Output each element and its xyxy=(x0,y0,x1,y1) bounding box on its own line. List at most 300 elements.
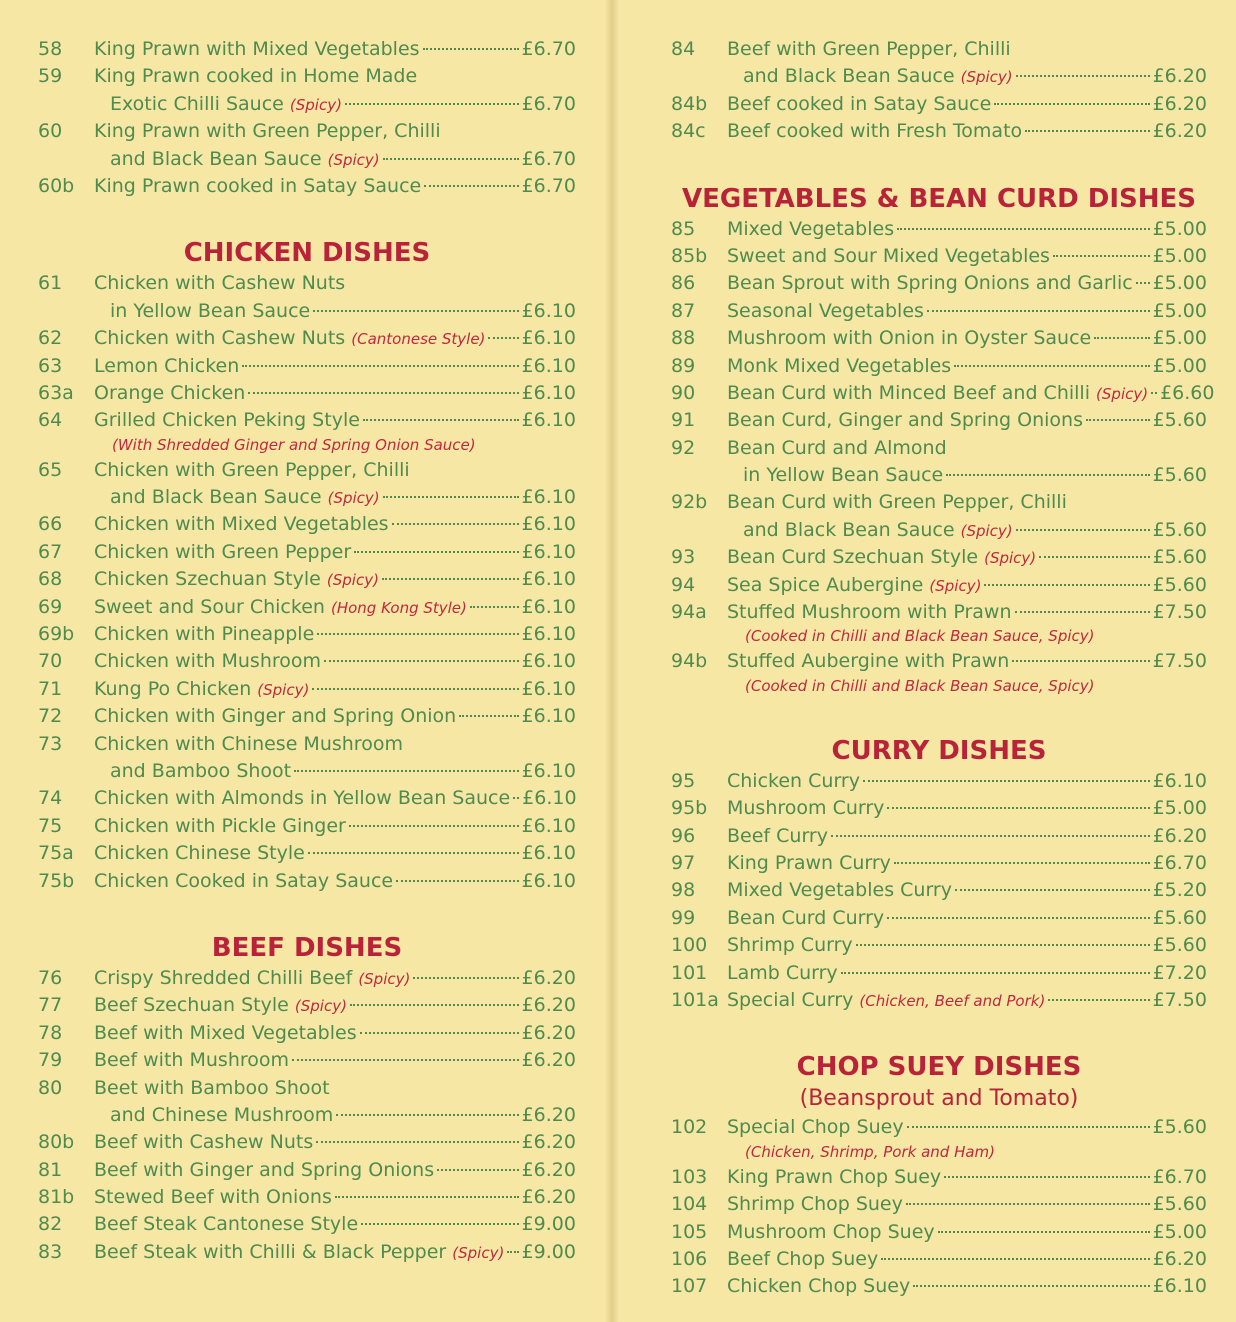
menu-item-line xyxy=(38,594,576,621)
menu-item xyxy=(38,407,576,456)
item-number: 98 xyxy=(671,879,696,902)
item-name: Mushroom Curry xyxy=(727,797,885,820)
menu-item xyxy=(671,1246,1207,1273)
menu-item xyxy=(38,840,576,867)
menu-item-line xyxy=(671,544,1207,571)
item-name: Exotic Chilli Sauce xyxy=(110,92,284,115)
item-number: 97 xyxy=(671,851,696,874)
menu-item-line xyxy=(38,118,576,145)
item-price: £5.00 xyxy=(1152,217,1207,240)
menu-item xyxy=(671,599,1207,648)
menu-item-line xyxy=(38,1129,576,1156)
item-name: Bean Curd with Minced Beef and Chilli xyxy=(727,381,1090,404)
menu-item-line xyxy=(38,868,576,895)
item-number: 64 xyxy=(38,409,63,432)
item-number: 107 xyxy=(671,1275,708,1298)
dot-leader xyxy=(1039,556,1149,558)
menu-item xyxy=(671,987,1207,1014)
menu-item xyxy=(38,566,576,593)
section-gap xyxy=(671,146,1207,182)
menu-item xyxy=(671,877,1207,904)
dot-leader xyxy=(944,1176,1149,1178)
dot-leader xyxy=(308,852,519,854)
item-price: £6.70 xyxy=(1152,1165,1207,1188)
dot-leader xyxy=(324,660,519,662)
item-price: £6.70 xyxy=(521,174,576,197)
item-price: £6.20 xyxy=(521,1158,576,1181)
menu-item-line xyxy=(38,484,576,511)
item-name: Chicken with Green Pepper, Chilli xyxy=(94,458,410,481)
item-number: 63a xyxy=(38,381,74,404)
item-price: £5.60 xyxy=(1152,546,1207,569)
menu-item-line xyxy=(38,648,576,675)
menu-item-line xyxy=(671,91,1207,118)
item-name: Lamb Curry xyxy=(727,961,838,984)
item-number: 84 xyxy=(671,38,696,60)
dot-leader xyxy=(413,977,518,979)
dot-leader xyxy=(1053,255,1150,257)
menu-item xyxy=(38,868,576,895)
item-number: 70 xyxy=(38,650,63,673)
item-price: £6.20 xyxy=(1152,120,1207,143)
item-price: £6.10 xyxy=(521,354,576,377)
item-price: £6.10 xyxy=(522,787,577,810)
dot-leader xyxy=(856,944,1150,946)
menu-item-line xyxy=(38,1184,576,1211)
dot-leader xyxy=(354,551,518,553)
item-tag: (Chicken, Beef and Pork) xyxy=(859,991,1046,1010)
menu-item xyxy=(38,353,576,380)
menu-item-line xyxy=(671,960,1207,987)
item-price: £5.00 xyxy=(1152,299,1207,322)
page-fold xyxy=(605,0,619,1322)
item-number: 81 xyxy=(38,1158,63,1181)
menu-item-line xyxy=(38,1211,576,1238)
item-name: Beef Steak with Chilli & Black Pepper xyxy=(94,1240,447,1263)
dot-leader xyxy=(317,633,518,635)
menu-item-line xyxy=(671,489,1207,516)
dot-leader xyxy=(1048,999,1149,1001)
item-price: £6.20 xyxy=(1152,65,1207,88)
menu-item xyxy=(671,1219,1207,1246)
item-name: Shrimp Chop Suey xyxy=(727,1193,903,1216)
dot-leader xyxy=(927,310,1150,312)
menu-item xyxy=(38,621,576,648)
menu-item-line xyxy=(38,36,576,63)
menu-item xyxy=(671,850,1207,877)
item-number: 106 xyxy=(671,1247,708,1270)
item-tag: (Spicy) xyxy=(1096,384,1149,403)
section-subheading: (Beansprout and Tomato) xyxy=(799,1086,1079,1112)
item-note: (Chicken, Shrimp, Pork and Ham) xyxy=(745,1142,996,1161)
dot-leader xyxy=(513,797,519,799)
item-tag: (Spicy) xyxy=(257,680,310,699)
item-tag: (Spicy) xyxy=(929,576,982,595)
item-name: Bean Curd Szechuan Style xyxy=(727,546,979,569)
menu-item-line xyxy=(38,758,576,785)
menu-item xyxy=(671,353,1207,380)
menu-item xyxy=(38,676,576,703)
item-tag: (Spicy) xyxy=(327,489,380,508)
menu-item-line xyxy=(671,599,1207,626)
menu-item xyxy=(671,216,1207,243)
menu-item-line xyxy=(671,648,1207,675)
item-name: Beef with Cashew Nuts xyxy=(94,1131,314,1154)
menu-item xyxy=(671,823,1207,850)
dot-leader xyxy=(488,337,518,339)
item-name: Stuffed Aubergine with Prawn xyxy=(727,650,1010,673)
item-name: Chicken with Cashew Nuts xyxy=(94,272,346,295)
item-price: £6.20 xyxy=(521,1021,576,1044)
item-tag: (Hong Kong Style) xyxy=(330,598,467,617)
dot-leader xyxy=(1094,337,1149,339)
item-name: Chicken with Green Pepper xyxy=(94,540,352,563)
item-number: 67 xyxy=(38,540,63,563)
item-price: £6.10 xyxy=(521,409,576,432)
menu-item xyxy=(38,1075,576,1130)
item-price: £6.10 xyxy=(521,327,576,350)
dot-leader xyxy=(396,880,519,882)
item-number: 80 xyxy=(38,1076,63,1099)
item-name: King Prawn cooked in Home Made xyxy=(94,65,418,88)
dot-leader xyxy=(392,523,519,525)
menu-item-line xyxy=(671,36,1207,63)
item-price: £5.00 xyxy=(1152,272,1207,295)
item-number: 73 xyxy=(38,732,63,755)
item-number: 61 xyxy=(38,272,63,295)
dot-leader xyxy=(507,1251,518,1253)
item-number: 65 xyxy=(38,458,63,481)
item-number: 94a xyxy=(671,601,707,624)
menu-item xyxy=(38,703,576,730)
menu-item-line xyxy=(38,1239,576,1266)
item-name: King Prawn with Mixed Vegetables xyxy=(94,38,420,60)
menu-column-left xyxy=(38,36,576,1266)
dot-leader xyxy=(248,392,518,394)
menu-item-line xyxy=(671,932,1207,959)
item-number: 90 xyxy=(671,381,696,404)
dot-leader xyxy=(1016,529,1150,531)
dot-leader xyxy=(1012,660,1149,662)
item-price: £5.00 xyxy=(1152,797,1207,820)
item-number: 66 xyxy=(38,513,63,536)
dot-leader xyxy=(294,770,518,772)
section-heading: CURRY DISHES xyxy=(831,735,1047,766)
menu-item xyxy=(671,1164,1207,1191)
item-name: Shrimp Curry xyxy=(727,934,853,957)
item-price: £6.20 xyxy=(1152,824,1207,847)
item-price: £6.60 xyxy=(1160,381,1215,404)
menu-item-line xyxy=(38,511,576,538)
dot-leader xyxy=(383,158,519,160)
item-price: £6.10 xyxy=(521,299,576,322)
menu-item xyxy=(38,63,576,118)
item-name: Orange Chicken xyxy=(94,381,246,404)
menu-item xyxy=(38,1020,576,1047)
menu-item xyxy=(38,173,576,200)
menu-item xyxy=(38,1157,576,1184)
menu-item xyxy=(671,1114,1207,1163)
menu-item xyxy=(38,992,576,1019)
menu-item-line xyxy=(671,823,1207,850)
menu-item xyxy=(671,905,1207,932)
item-name: Sea Spice Aubergine xyxy=(727,573,924,596)
menu-item-line xyxy=(38,270,576,297)
dot-leader xyxy=(1015,611,1150,613)
item-price: £7.20 xyxy=(1152,961,1207,984)
item-name: King Prawn Curry xyxy=(727,851,891,874)
item-tag: (Spicy) xyxy=(289,95,342,114)
item-price: £6.10 xyxy=(521,814,576,837)
menu-item-line xyxy=(671,1273,1207,1300)
dot-leader xyxy=(955,889,1150,891)
menu-item-line xyxy=(38,407,576,434)
menu-item xyxy=(671,91,1207,118)
dot-leader xyxy=(946,474,1149,476)
menu-item xyxy=(671,1273,1207,1300)
menu-item xyxy=(671,270,1207,297)
menu-item-line xyxy=(38,91,576,118)
menu-item-line xyxy=(38,731,576,758)
menu-item-line xyxy=(38,992,576,1019)
item-price: £9.00 xyxy=(521,1240,576,1263)
item-number: 94b xyxy=(671,650,708,673)
item-name: Lemon Chicken xyxy=(94,354,240,377)
item-name: Stuffed Mushroom with Prawn xyxy=(727,601,1012,624)
dot-leader xyxy=(459,715,518,717)
menu-item xyxy=(671,932,1207,959)
dot-leader xyxy=(897,228,1149,230)
dot-leader xyxy=(312,688,518,690)
item-tag: (Spicy) xyxy=(358,969,411,988)
menu-item-line xyxy=(38,1020,576,1047)
dot-leader xyxy=(360,1032,519,1034)
item-number: 74 xyxy=(38,787,63,810)
menu-item-line xyxy=(671,462,1207,489)
item-price: £7.50 xyxy=(1152,988,1207,1011)
item-name: and Black Bean Sauce xyxy=(743,518,955,541)
item-price: £9.00 xyxy=(521,1213,576,1236)
menu-item-line xyxy=(671,380,1215,407)
item-price: £5.60 xyxy=(1152,934,1207,957)
menu-item xyxy=(38,1239,576,1266)
dot-leader xyxy=(423,48,519,50)
item-name: Beet with Bamboo Shoot xyxy=(94,1076,330,1099)
dot-leader xyxy=(361,1223,518,1225)
item-number: 81b xyxy=(38,1186,75,1209)
item-number: 101 xyxy=(671,961,708,984)
item-price: £6.20 xyxy=(521,1103,576,1126)
item-price: £6.10 xyxy=(521,842,576,865)
item-name: Grilled Chicken Peking Style xyxy=(94,409,360,432)
item-price: £5.00 xyxy=(1152,327,1207,350)
item-number: 102 xyxy=(671,1116,708,1139)
menu-item xyxy=(38,1129,576,1156)
menu-item-line xyxy=(671,298,1207,325)
item-price: £7.50 xyxy=(1152,601,1207,624)
item-name: Beef Chop Suey xyxy=(727,1247,879,1270)
item-number: 62 xyxy=(38,327,63,350)
menu-item-line xyxy=(671,850,1207,877)
dot-leader xyxy=(437,1169,518,1171)
menu-item xyxy=(671,380,1215,407)
menu-item xyxy=(671,572,1207,599)
item-name: Bean Curd with Green Pepper, Chilli xyxy=(727,491,1067,514)
item-price: £6.10 xyxy=(521,513,576,536)
item-number: 78 xyxy=(38,1021,63,1044)
item-name: Bean Curd, Ginger and Spring Onions xyxy=(727,409,1083,432)
dot-leader xyxy=(954,365,1149,367)
item-name: Beef Szechuan Style xyxy=(94,994,289,1017)
item-name: Chicken with Mushroom xyxy=(94,650,322,673)
menu-item xyxy=(38,457,576,512)
item-price: £6.10 xyxy=(521,759,576,782)
item-price: £5.00 xyxy=(1152,1220,1207,1243)
item-number: 87 xyxy=(671,299,696,322)
menu-item xyxy=(38,648,576,675)
menu-item xyxy=(671,544,1207,571)
menu-item-line xyxy=(671,1191,1207,1218)
dot-leader xyxy=(292,1059,519,1061)
menu-item-line xyxy=(671,572,1207,599)
menu-item xyxy=(38,785,576,812)
menu-item-line xyxy=(671,118,1207,145)
menu-item-line xyxy=(38,298,576,325)
item-price: £6.70 xyxy=(521,147,576,170)
item-number: 75b xyxy=(38,869,75,892)
item-number: 75a xyxy=(38,842,74,865)
dot-leader xyxy=(863,780,1150,782)
menu-item-line xyxy=(38,813,576,840)
menu-item xyxy=(38,511,576,538)
menu-item-line xyxy=(671,795,1207,822)
section-gap xyxy=(38,200,576,236)
item-price: £6.20 xyxy=(521,966,576,989)
menu-item-line xyxy=(671,270,1207,297)
menu-item-line xyxy=(38,63,576,90)
item-name: King Prawn cooked in Satay Sauce xyxy=(94,174,422,197)
item-number: 60b xyxy=(38,174,75,197)
item-price: £5.00 xyxy=(1152,354,1207,377)
menu-item xyxy=(38,270,576,325)
item-price: £5.60 xyxy=(1152,409,1207,432)
menu-item-line xyxy=(671,987,1207,1014)
item-price: £6.20 xyxy=(521,1131,576,1154)
item-number: 69b xyxy=(38,623,75,646)
menu-item xyxy=(38,965,576,992)
dot-leader xyxy=(881,1258,1149,1260)
item-name: Chicken with Chinese Mushroom xyxy=(94,732,403,755)
menu-item xyxy=(38,731,576,786)
menu-item xyxy=(38,594,576,621)
dot-leader xyxy=(1025,130,1149,132)
menu-item-line xyxy=(38,1157,576,1184)
section-heading: VEGETABLES & BEAN CURD DISHES xyxy=(681,183,1197,214)
item-name: and Chinese Mushroom xyxy=(110,1103,334,1126)
menu-item-line xyxy=(38,1102,576,1129)
dot-leader xyxy=(470,606,519,608)
menu-item-line xyxy=(38,965,576,992)
dot-leader xyxy=(349,825,519,827)
dot-leader xyxy=(350,1004,519,1006)
item-name: Seasonal Vegetables xyxy=(727,299,924,322)
menu-item-line xyxy=(38,539,576,566)
item-number: 85b xyxy=(671,244,708,267)
item-number: 96 xyxy=(671,824,696,847)
menu-item xyxy=(38,118,576,173)
item-price: £6.10 xyxy=(1152,1275,1207,1298)
dot-leader xyxy=(1136,282,1150,284)
dot-leader xyxy=(913,1285,1149,1287)
dot-leader xyxy=(316,1141,518,1143)
menu-item xyxy=(671,243,1207,270)
item-name: Monk Mixed Vegetables xyxy=(727,354,952,377)
item-name: and Black Bean Sauce xyxy=(110,147,322,170)
dot-leader xyxy=(887,807,1149,809)
item-name: Beef with Ginger and Spring Onions xyxy=(94,1158,435,1181)
menu-item-line xyxy=(671,877,1207,904)
dot-leader xyxy=(424,185,518,187)
item-number: 104 xyxy=(671,1193,708,1216)
menu-item xyxy=(671,960,1207,987)
menu-item-line xyxy=(671,435,1207,462)
menu-item xyxy=(671,298,1207,325)
item-name: Beef Steak Cantonese Style xyxy=(94,1213,359,1236)
item-number: 80b xyxy=(38,1131,75,1154)
menu-item xyxy=(38,36,576,63)
item-name: Beef with Mixed Vegetables xyxy=(94,1021,357,1044)
section-gap xyxy=(38,895,576,931)
item-number: 85 xyxy=(671,217,696,240)
item-name: Stewed Beef with Onions xyxy=(94,1186,332,1209)
menu-item xyxy=(671,435,1207,490)
item-price: £6.10 xyxy=(521,540,576,563)
item-price: £6.10 xyxy=(521,623,576,646)
item-number: 79 xyxy=(38,1049,63,1072)
item-name: Chicken with Cashew Nuts xyxy=(94,327,346,350)
menu-item xyxy=(38,380,576,407)
item-number: 82 xyxy=(38,1213,63,1236)
menu-item-line xyxy=(671,1164,1207,1191)
item-name: Beef with Green Pepper, Chilli xyxy=(727,38,1011,60)
dot-leader xyxy=(363,419,519,421)
item-name: Beef with Mushroom xyxy=(94,1049,290,1072)
item-price: £6.10 xyxy=(1152,769,1207,792)
item-name: Bean Curd Curry xyxy=(727,906,885,929)
item-number: 105 xyxy=(671,1220,708,1243)
dot-leader xyxy=(383,496,519,498)
item-number: 101a xyxy=(671,988,719,1011)
item-number: 77 xyxy=(38,994,63,1017)
menu-item-line xyxy=(671,325,1207,352)
item-name: Bean Curd and Almond xyxy=(727,436,947,459)
menu-item-line xyxy=(671,1114,1207,1141)
menu-item-line xyxy=(38,1047,576,1074)
menu-item-line xyxy=(38,676,576,703)
item-number: 83 xyxy=(38,1240,63,1263)
item-name: Mixed Vegetables Curry xyxy=(727,879,952,902)
item-name: Beef cooked in Satay Sauce xyxy=(727,92,992,115)
dot-leader xyxy=(1086,419,1150,421)
section-heading: CHICKEN DISHES xyxy=(183,238,431,269)
menu-item xyxy=(671,648,1207,697)
menu-item xyxy=(38,1211,576,1238)
menu-item-line xyxy=(38,703,576,730)
menu-item-line xyxy=(671,1219,1207,1246)
item-name: Sweet and Sour Mixed Vegetables xyxy=(727,244,1050,267)
menu-item-line xyxy=(671,407,1207,434)
item-name: King Prawn with Green Pepper, Chilli xyxy=(94,120,441,143)
